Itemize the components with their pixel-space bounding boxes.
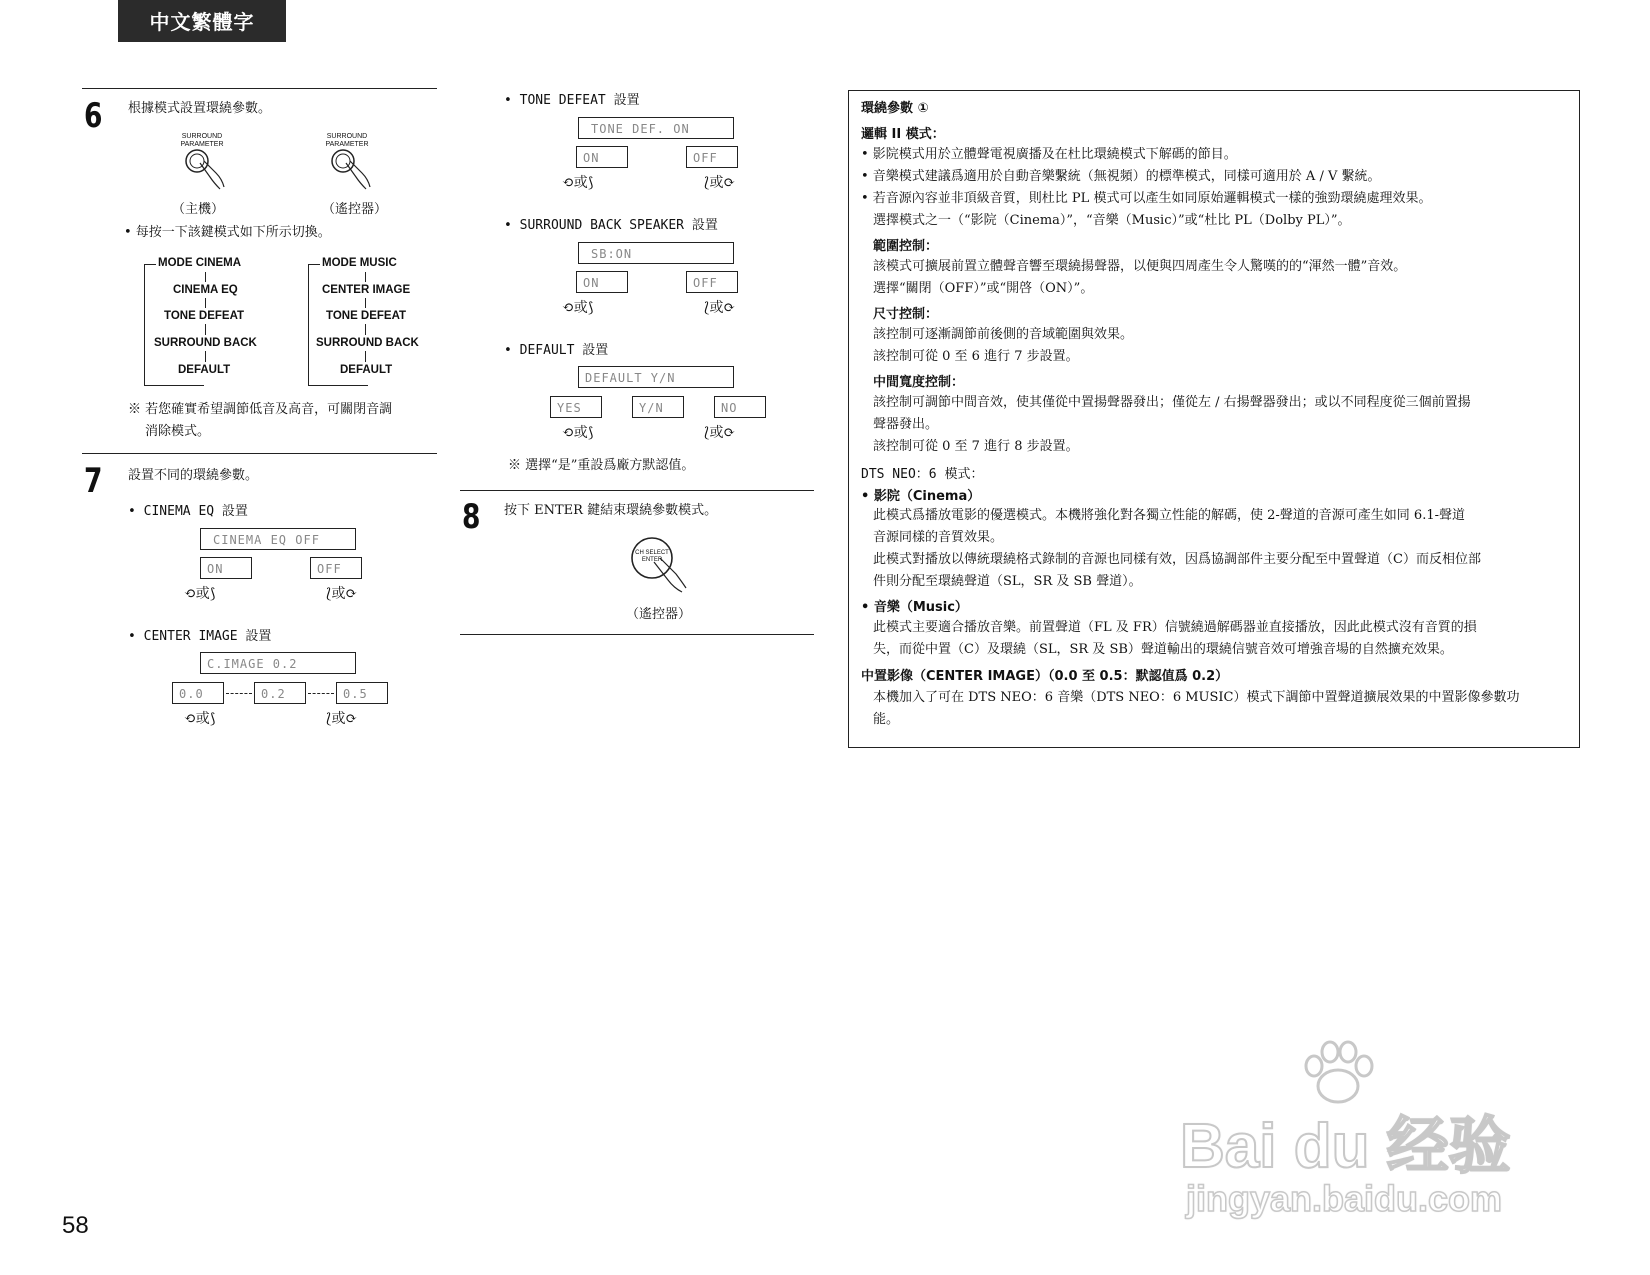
surround-parameter-knob-remote — [322, 133, 382, 193]
flow-item: TONE DEFEAT — [326, 310, 407, 322]
range-line: 該模式可擴展前置立體聲音響至環繞揚聲器，以便與四周產生令人驚嘆的的“渾然一體”音效。 — [873, 259, 1407, 274]
default-display: DEFAULT Y/N — [578, 366, 734, 388]
button-label: SURROUND PARAMETER — [325, 133, 369, 148]
baidu-url: jingyan.baidu.com — [1186, 1178, 1503, 1219]
knob-rotate-right-icon: ⟅或⟳ — [704, 425, 736, 441]
page-number: 58 — [62, 1212, 89, 1239]
tone-defeat-on: ON — [576, 146, 628, 168]
step7-text: 設置不同的環繞參數。 — [128, 468, 259, 483]
knob-rotate-right-icon: ⟅或⟳ — [704, 300, 736, 316]
cinema-eq-on: ON — [200, 557, 252, 579]
info-title: 環繞參數 ① — [861, 101, 929, 116]
or-label: 或 — [331, 586, 346, 602]
neo6-cinema-line: 音源同樣的音質效果。 — [873, 530, 1004, 545]
logic-bullet: • 音樂模式建議爲適用於自動音樂繫統（無視頻）的標準模式，同樣可適用於 A / V 繫統。 — [861, 169, 1381, 184]
main-unit-caption: （主機） — [172, 202, 225, 217]
or-label: 或 — [573, 425, 588, 441]
knob-rotate-left-icon: ⟲或⟆ — [562, 300, 594, 316]
mode-music-flow — [302, 254, 442, 386]
center-image-display: C.IMAGE 0.2 — [200, 652, 356, 674]
knob-rotate-right-icon: ⟅或⟳ — [704, 175, 736, 191]
divider — [460, 634, 814, 635]
dimension-heading: 尺寸控制： — [873, 307, 939, 322]
step-number-6: 6 — [84, 96, 103, 136]
neo6-music-line: 失，而從中置（C）及環繞（SL，SR 及 SB）聲道輸出的環繞信號音效可增強音場的自然擴充效果。 — [873, 642, 1453, 657]
center-image-opt: 0.2 — [254, 682, 306, 704]
neo6-cinema-line: 此模式對播放以傳統環繞格式錄制的音源也同樣有效，因爲協調部件主要分配至中置聲道（C）而反相位部 — [873, 552, 1481, 567]
step6-text: 根據模式設置環繞參數。 — [128, 101, 272, 116]
knob-rotate-left-icon: ⟲或⟆ — [184, 711, 216, 727]
center-width-line: 聲器發出。 — [873, 417, 939, 432]
neo6-music-line: 此模式主要適合播放音樂。前置聲道（FL 及 FR）信號繞過解碼器並直接播放，因此此模式沒有音質的損 — [873, 620, 1477, 635]
neo6-cinema-line: 件則分配至環繞聲道（SL，SR 及 SB 聲道）。 — [873, 574, 1142, 589]
flow-item: DEFAULT — [178, 364, 231, 376]
button-label: SURROUND PARAMETER — [180, 133, 224, 148]
flow-item: DEFAULT — [340, 364, 393, 376]
step6-note-cont: 消除模式。 — [145, 424, 211, 439]
cinema-eq-display: CINEMA EQ OFF — [200, 528, 356, 550]
or-label: 或 — [709, 175, 724, 191]
knob-rotate-left-icon: ⟲或⟆ — [562, 175, 594, 191]
center-width-heading: 中間寬度控制： — [873, 375, 965, 390]
neo6-music-heading: • 音樂（Music） — [861, 600, 968, 615]
center-image-opt: 0.0 — [172, 682, 224, 704]
button-label: CH SELECT ENTER — [635, 550, 669, 563]
knob-rotate-right-icon: ⟅或⟳ — [326, 711, 358, 727]
divider — [82, 453, 437, 454]
dimension-line: 該控制可逐漸調節前後側的音域範圍與效果。 — [873, 327, 1134, 342]
center-width-line: 該控制可從 0 至 7 進行 8 步設置。 — [873, 439, 1079, 454]
language-tab: 中文繁體字 — [118, 0, 286, 42]
default-no: NO — [714, 396, 766, 418]
default-note: ※ 選擇“是”重設爲廠方默認值。 — [508, 458, 695, 473]
sb-speaker-display: SB:ON — [578, 242, 734, 264]
logic-heading: 邏輯 II 模式： — [861, 127, 945, 142]
flow-item: SURROUND BACK — [154, 337, 257, 349]
tone-defeat-off: OFF — [686, 146, 738, 168]
hand-press-icon — [180, 149, 230, 193]
logic-bullet: • 若音源內容並非頂級音質，則杜比 PL 模式可以產生如同原始邏輯模式一樣的強勁環繞處理效果。 — [861, 191, 1432, 206]
ch-select-enter-button — [628, 536, 688, 596]
neo6-cinema-heading: • 影院（Cinema） — [861, 489, 981, 504]
sb-speaker-heading: • SURROUND BACK SPEAKER 設置 — [504, 218, 718, 233]
flow-item: SURROUND BACK — [316, 337, 419, 349]
range-heading: 範圍控制： — [873, 239, 939, 254]
baidu-brand: Bai du 经验 — [1180, 1112, 1511, 1181]
neo6-cinema-line: 此模式爲播放電影的優選模式。本機將強化對各獨立性能的解碼，使 2-聲道的音源可產生如同 6.1-聲道 — [873, 508, 1465, 523]
or-label: 或 — [195, 586, 210, 602]
default-yn: Y/N — [632, 396, 684, 418]
center-image-heading: • CENTER IMAGE 設置 — [128, 629, 272, 644]
flow-item: CINEMA EQ — [173, 284, 238, 296]
dashed-connector — [226, 693, 252, 694]
divider — [460, 490, 814, 491]
sb-speaker-off: OFF — [686, 271, 738, 293]
or-label: 或 — [573, 300, 588, 316]
step6-bullet: • 每按一下該鍵模式如下所示切換。 — [124, 225, 331, 240]
cinema-eq-heading: • CINEMA EQ 設置 — [128, 504, 248, 519]
or-label: 或 — [709, 300, 724, 316]
sb-speaker-on: ON — [576, 271, 628, 293]
knob-rotate-right-icon: ⟅或⟳ — [326, 586, 358, 602]
center-width-line: 該控制可調節中間音效，使其僅從中置揚聲器發出；僅從左 / 右揚聲器發出；或以不同程度從三個前置揚 — [873, 395, 1471, 410]
center-image-info-line: 能。 — [873, 712, 900, 727]
remote-caption: （遙控器） — [626, 607, 692, 622]
hand-press-icon — [328, 149, 378, 193]
step-number-7: 7 — [84, 461, 103, 501]
surround-parameter-info-box — [848, 90, 1580, 748]
default-heading: • DEFAULT 設置 — [504, 343, 609, 358]
mode-cinema-flow — [138, 254, 278, 386]
flow-item: TONE DEFEAT — [164, 310, 245, 322]
or-label: 或 — [709, 425, 724, 441]
step8-text: 按下 ENTER 鍵結束環繞參數模式。 — [504, 503, 718, 518]
step-number-8: 8 — [462, 497, 481, 537]
or-label: 或 — [573, 175, 588, 191]
flow-item: MODE CINEMA — [158, 257, 242, 269]
divider — [82, 88, 437, 89]
knob-rotate-left-icon: ⟲或⟆ — [562, 425, 594, 441]
step6-note: ※ 若您確實希望調節低音及高音，可關閉音調 — [128, 402, 393, 417]
cinema-eq-off: OFF — [310, 557, 362, 579]
baidu-watermark — [1180, 1040, 1560, 1220]
surround-parameter-knob-main — [172, 133, 232, 193]
flow-item: CENTER IMAGE — [322, 284, 411, 296]
remote-caption: （遙控器） — [322, 202, 388, 217]
center-image-info-heading: 中置影像（CENTER IMAGE）（0.0 至 0.5：默認值爲 0.2） — [861, 669, 1229, 684]
range-line: 選擇“關閉（OFF）”或“開啓（ON）”。 — [873, 281, 1094, 296]
flow-item: MODE MUSIC — [322, 257, 397, 269]
hand-press-icon — [628, 536, 692, 596]
logic-bullet-cont: 選擇模式之一（“影院（Cinema）”，“音樂（Music）”或“杜比 PL（Dolby PL）”。 — [873, 213, 1351, 228]
tone-defeat-display: TONE DEF. ON — [578, 117, 734, 139]
neo6-heading: DTS NEO：6 模式： — [861, 467, 984, 482]
logic-bullet: • 影院模式用於立體聲電視廣播及在杜比環繞模式下解碼的節目。 — [861, 147, 1237, 162]
or-label: 或 — [331, 711, 346, 727]
knob-rotate-left-icon: ⟲或⟆ — [184, 586, 216, 602]
default-yes: YES — [550, 396, 602, 418]
center-image-info-line: 本機加入了可在 DTS NEO：6 音樂（DTS NEO：6 MUSIC）模式下調節中置聲道擴展效果的中置影像參數功 — [873, 690, 1520, 705]
tone-defeat-heading: • TONE DEFEAT 設置 — [504, 93, 640, 108]
dashed-connector — [308, 693, 334, 694]
center-image-opt: 0.5 — [336, 682, 388, 704]
or-label: 或 — [195, 711, 210, 727]
dimension-line: 該控制可從 0 至 6 進行 7 步設置。 — [873, 349, 1079, 364]
